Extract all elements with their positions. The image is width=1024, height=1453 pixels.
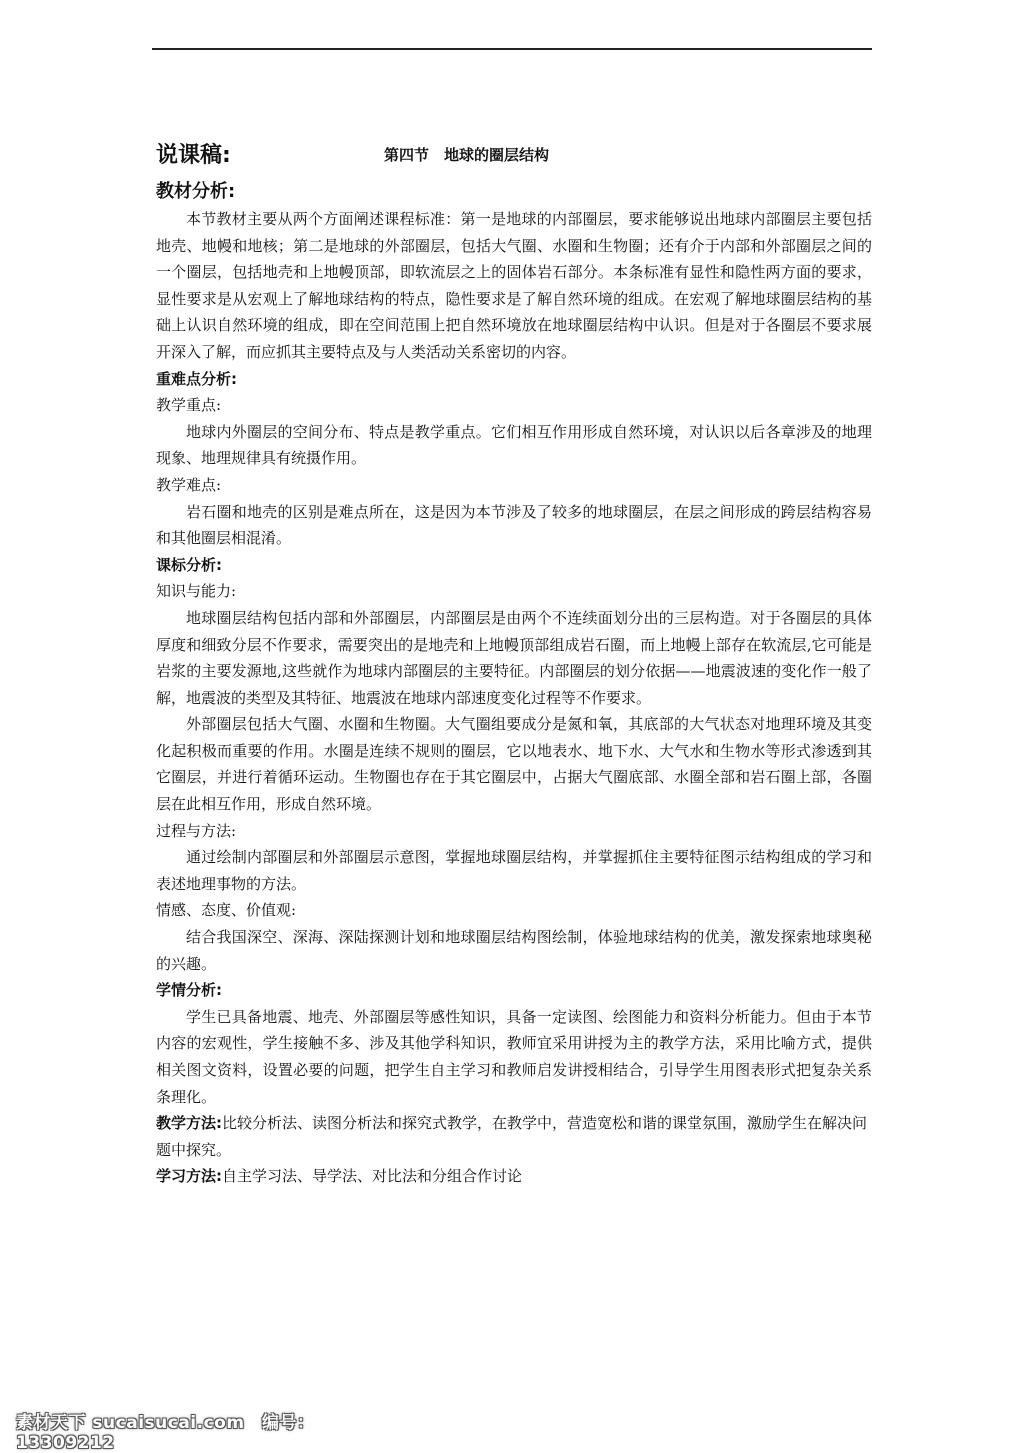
paragraph-knowledge-outer: 外部圈层包括大气圈、水圈和生物圈。大气圈组要成分是氮和氧，其底部的大气状态对地理环境及其变化起积极而重要的作用。水圈是连续不规则的圈层，它以地表水、地下水、大气水和生物水等形式渗透到其它圈层，并进行着循环运动。生物圈也存在于其它圈层中，占据大气圈底部、水圈全部和岩石圈上部，各圈层在此相互作用，形成自然环境。	[156, 715, 872, 814]
label-emotion-values: 情感、态度、价值观:	[156, 901, 297, 920]
heading-textbook-analysis: 教材分析:	[156, 181, 236, 202]
paragraph-learning-methods	[156, 1163, 872, 1190]
paragraph-teaching-difficulty: 岩石圈和地壳的区别是难点所在，这是因为本节涉及了较多的地球圈层，在层之间形成的跨层结构容易和其他圈层相混淆。	[156, 502, 872, 548]
heading-standards-analysis: 课标分析:	[156, 555, 222, 574]
watermark-text: 素材天下 sucaisucai.com 编号：13309212	[16, 1413, 315, 1453]
title-row	[156, 138, 872, 172]
label-knowledge-ability: 知识与能力:	[156, 582, 237, 601]
label-learning-methods: 学习方法:	[156, 1167, 222, 1186]
heading-key-points: 重难点分析:	[156, 369, 237, 388]
label-teaching-difficulty: 教学难点:	[156, 475, 222, 494]
paragraph-process-method: 通过绘制内部圈层和外部圈层示意图，掌握地球圈层结构，并掌握抓住主要特征图示结构组成的学习和表述地理事物的方法。	[156, 848, 872, 893]
document-body	[156, 178, 872, 1190]
paragraph-teaching-focus: 地球内外圈层的空间分布、特点是教学重点。它们相互作用形成自然环境，对认识以后各章涉及的地理现象、地理规律具有统摄作用。	[156, 422, 872, 468]
watermark	[10, 1402, 410, 1453]
lesson-title: 第四节 地球的圈层结构	[384, 146, 550, 164]
paragraph-knowledge-inner: 地球圈层结构包括内部和外部圈层，内部圈层是由两个不连续面划分出的三层构造。对于各圈层的具体厚度和细致分层不作要求，需要突出的是地壳和上地幔顶部组成岩石圈，而上地幔上部存在软流层,它可能是岩浆的主要发源地,这些就作为地球内部圈层的主要特征。内部圈层的划分依据——地震波速的变化作一般了解，地震波的类型及其特征、地震波在地球内部速度变化过程等不作要求。	[156, 608, 872, 707]
label-teaching-focus: 教学重点:	[156, 396, 222, 415]
top-rule	[152, 48, 872, 50]
text-learning-methods: 自主学习法、导学法、对比法和分组合作讨论	[222, 1167, 523, 1186]
paragraph-teaching-methods	[156, 1110, 872, 1163]
label-teaching-methods: 教学方法:	[156, 1114, 222, 1133]
paragraph-emotion-values: 结合我国深空、深海、深陆探测计划和地球圈层结构图绘制，体验地球结构的优美，激发探索地球奥秘的兴趣。	[156, 928, 872, 973]
heading-student-analysis: 学情分析:	[156, 981, 222, 1000]
paragraph-textbook-analysis: 本节教材主要从两个方面阐述课程标准：第一是地球的内部圈层，要求能够说出地球内部圈层主要包括地壳、地幔和地核；第二是地球的外部圈层，包括大气圈、水圈和生物圈；还有介于内部和外部圈层之间的一个圈层，包括地壳和上地幔顶部，即软流层之上的固体岩石部分。本条标准有显性和隐性两方面的要求，显性要求是从宏观上了解地球结构的特点，隐性要求是了解自然环境的组成。在宏观了解地球圈层结构的基础上认识自然环境的组成，即在空间范围上把自然环境放在地球圈层结构中认识。但是对于各圈层不要求展开深入了解，而应抓其主要特点及与人类活动关系密切的内容。	[156, 210, 872, 361]
paragraph-student-analysis: 学生已具备地震、地壳、外部圈层等感性知识，具备一定读图、绘图能力和资料分析能力。但由于本节内容的宏观性，学生接触不多、涉及其他学科知识，教师宜采用讲授为主的教学方法，采用比喻方式，提供相关图文资料，设置必要的问题，把学生自主学习和教师启发讲授相结合，引导学生用图表形式把复杂关系条理化。	[156, 1007, 872, 1106]
label-process-method: 过程与方法:	[156, 821, 237, 840]
doc-type-label: 说课稿:	[156, 143, 231, 168]
text-teaching-methods: 比较分析法、读图分析法和探究式教学，在教学中，营造宽松和谐的课堂氛围，激励学生在解决问题中探究。	[156, 1114, 868, 1159]
